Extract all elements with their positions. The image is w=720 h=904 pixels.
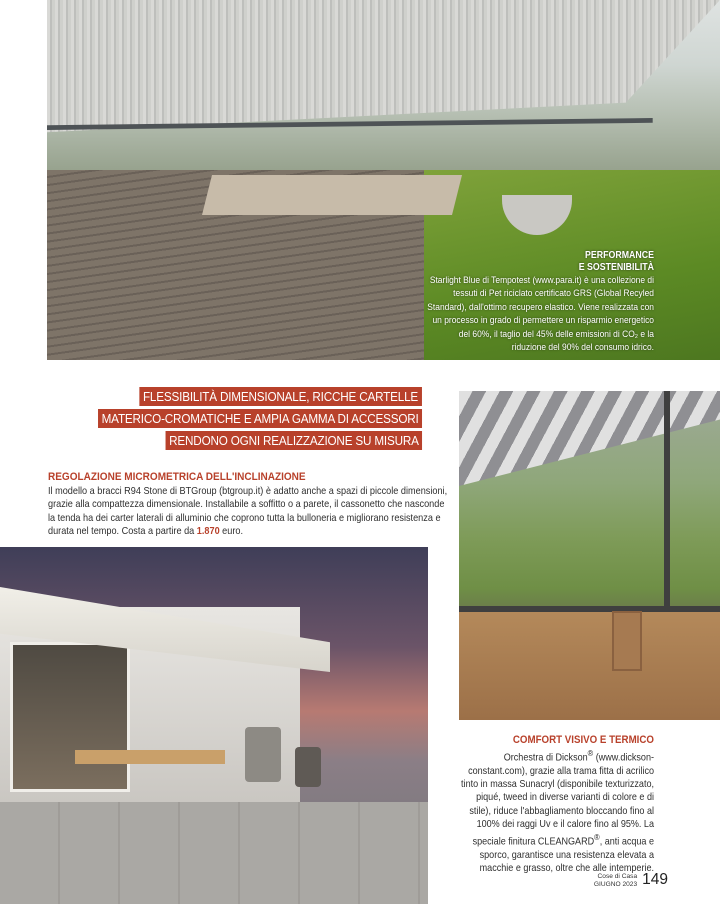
window-frame xyxy=(664,391,670,611)
planter xyxy=(245,727,281,782)
caption-body: Starlight Blue di Tempotest (www.para.it) è una collezione di tessuti di Pet riciclato certificato GRS (Global Recyled Standard), dall'ottimo recupero elastico. Viene realizzata con un processo in grado di permettere un risparmio energetico del 60%, il taglio del 45% delle emissioni di CO₂ e la riduzione del 90% del consumo idrico. xyxy=(427,275,654,354)
caption-body: Orchestra di Dickson® (www.dickson-constant.com), grazie alla trama fitta di acrilico tinto in massa Sunacryl (disponibile texturizzato, piqué, tweed in diverse varianti di colore e di stile), riduce l'abbagliamento bloccando fino al 100% dei raggi Uv e il calore fino al 95%. La speciale finitura CLEANGARD®, anti acqua e sporco, garantisce una resistenza elevata a macchie e grasso, oltre che alle intemperie. xyxy=(461,748,654,875)
article-regolazione xyxy=(48,470,448,539)
patio-floor xyxy=(0,802,428,904)
price: 1.870 xyxy=(196,525,220,538)
striped-awning xyxy=(459,391,720,486)
article-body: Il modello a bracci R94 Stone di BTGroup (btgroup.it) è adatto anche a spazi di piccole dimensioni, grazie alla compattezza dimensionale. Installabile a soffitto o a parete, il cassonetto che nasconde la tenda ha dei carter laterali di alluminio che coprono tutta la bulloneria e migliorano resistenza e durata nel tempo. Costa a partire da 1.870 euro. xyxy=(48,485,448,538)
photo-caption-right xyxy=(454,733,654,876)
caption-title: COMFORT VISIVO E TERMICO xyxy=(512,734,654,746)
glass-door xyxy=(10,642,130,792)
pull-quote-line: MATERICO-CROMATICHE E AMPIA GAMMA DI ACCESSORI xyxy=(98,409,422,428)
article-title: REGOLAZIONE MICROMETRICA DELL'INCLINAZIONE xyxy=(48,471,306,483)
caption-title: PERFORMANCE E SOSTENIBILITÀ xyxy=(578,250,654,273)
planter xyxy=(295,747,321,787)
patio-table xyxy=(75,750,225,764)
pull-quote xyxy=(101,387,422,453)
page-folio xyxy=(594,872,668,888)
photo-awning-patio-dusk xyxy=(0,547,428,904)
awning-fabric xyxy=(47,0,720,135)
photo-caption-top xyxy=(425,250,654,354)
window-frame xyxy=(459,606,720,612)
pull-quote-line: FLESSIBILITÀ DIMENSIONALE, RICCHE CARTELLE xyxy=(140,387,422,406)
photo-veranda-awning xyxy=(459,391,720,720)
page-number: 149 xyxy=(642,871,668,888)
magazine-name: Cose di Casa GIUGNO 2023 xyxy=(593,873,638,888)
dining-table xyxy=(202,175,462,215)
pull-quote-line: RENDONO OGNI REALIZZAZIONE SU MISURA xyxy=(165,431,422,450)
wooden-stool xyxy=(612,611,642,671)
